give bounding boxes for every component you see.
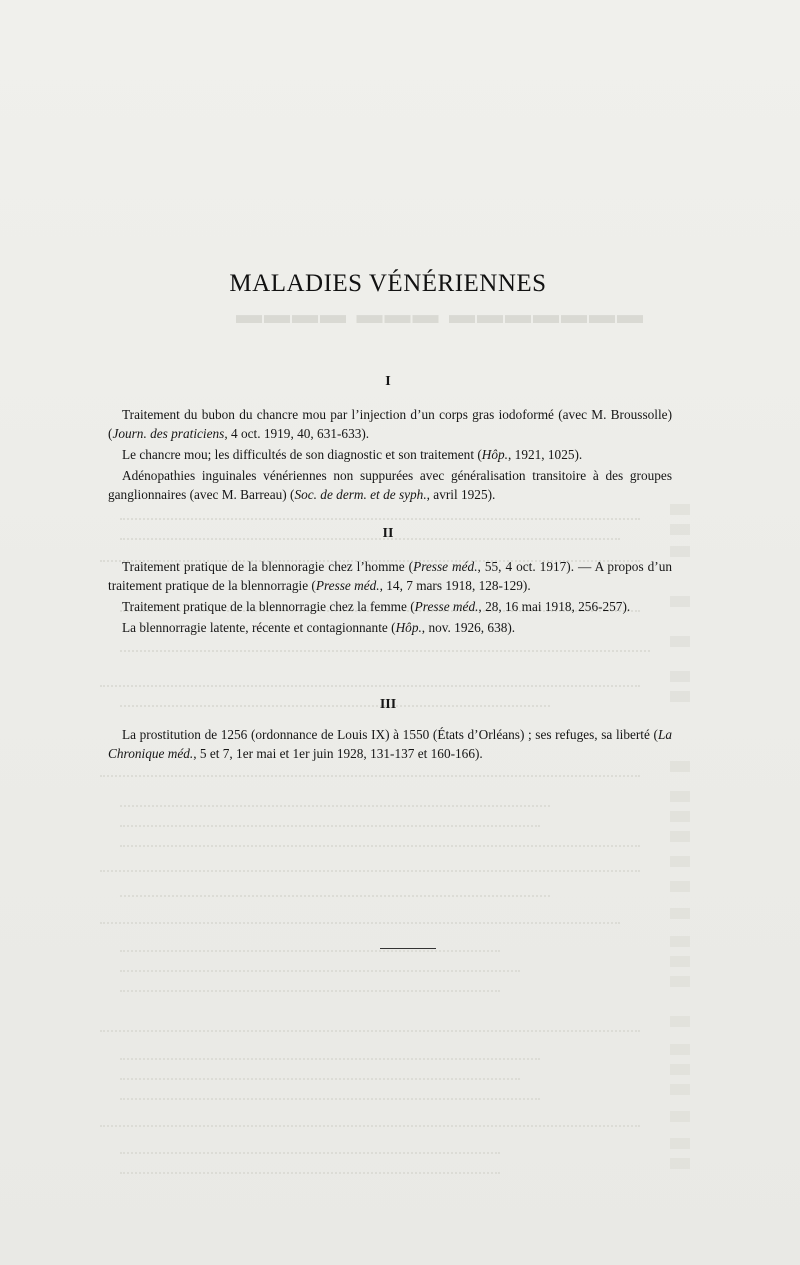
bibliography-entry: La prostitution de 1256 (ordonnance de Louis IX) à 1550 (États d’Orléans) ; ses refuges, sa liberté (La Chronique méd., 5 et 7, 1er mai et 1er juin 1928, 131-137 et 160-166). — [108, 727, 672, 761]
section-numeral-2: II — [382, 526, 394, 541]
bibliography-entry: Traitement du bubon du chancre mou par l’injection d’un corps gras iodoformé (avec M. Broussolle) (Journ. des praticiens, 4 oct. 1919, 40, 631-633). — [108, 407, 672, 441]
page-title: MALADIES VÉNÉRIENNES — [229, 270, 547, 297]
section-3-entries — [108, 725, 672, 765]
bibliography-entry: Traitement pratique de la blennorragie chez la femme (Presse méd., 28, 16 mai 1918, 256-257). — [122, 599, 631, 614]
bibliography-entry: La blennorragie latente, récente et contagionnante (Hôp., nov. 1926, 638). — [122, 620, 516, 635]
section-numeral-1: I — [385, 374, 391, 389]
bibliography-entry: Adénopathies inguinales vénériennes non suppurées avec généralisation transitoire à des groupes ganglionnaires (avec M. Barreau) (Soc. de derm. et de syph., avril 1925). — [108, 468, 672, 502]
closing-rule — [380, 948, 436, 949]
bibliography-entry: Traitement pratique de la blennoragie chez l’homme (Presse méd., 55, 4 oct. 1917). — A propos d’un traitement pratique de la blennorragie (Presse méd., 14, 7 mars 1918, 128-129). — [108, 559, 672, 593]
section-numeral-3: III — [379, 697, 397, 712]
bleed-through-heading: ▬▬▬▬ ▬▬▬ ▬▬▬▬▬▬▬ — [236, 300, 645, 329]
section-1-entries — [108, 405, 672, 506]
bibliography-entry: Le chancre mou; les difficultés de son diagnostic et son traitement (Hôp., 1921, 1025). — [122, 447, 583, 462]
section-2-entries — [108, 557, 672, 639]
